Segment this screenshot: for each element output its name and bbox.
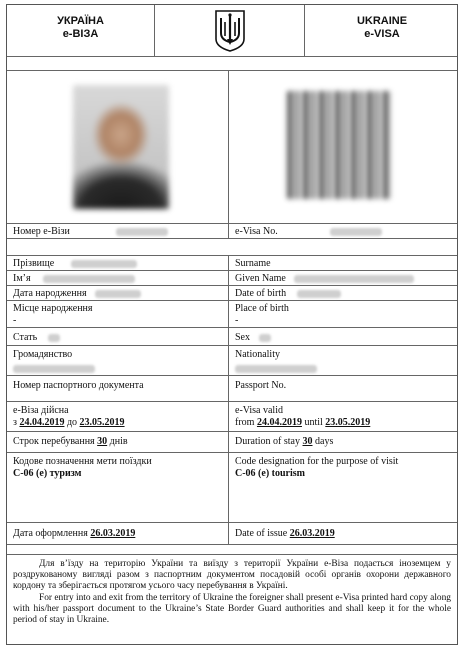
issue-date-ua: 26.03.2019	[90, 528, 136, 539]
valid-label-ua: е-Віза дійсна	[13, 405, 69, 416]
spacer-row	[7, 545, 457, 555]
redacted-value	[43, 275, 135, 283]
qr-code	[287, 91, 391, 199]
issue-date-en: 26.03.2019	[289, 528, 335, 539]
redacted-value	[13, 365, 95, 373]
valid-period-ua	[13, 417, 228, 429]
header-english	[305, 5, 459, 56]
purpose-value-en: С-06 (е) tourism	[235, 468, 305, 479]
header-en-line2: e-VISA	[364, 28, 400, 40]
stay-days-ua: 30	[97, 436, 108, 447]
header-ua-line2: е-ВІЗА	[62, 28, 99, 40]
stay-unit-ua: днів	[109, 436, 128, 447]
valid-to-date-en: 23.05.2019	[325, 417, 371, 428]
dob-label-en: Date of birth	[235, 288, 287, 299]
given-label-en: Given Name	[235, 273, 286, 284]
nat-label-ua: Громадянство	[13, 349, 73, 360]
entry-note	[7, 555, 457, 646]
sex-label-ua: Стать	[13, 332, 38, 343]
header-row	[7, 5, 457, 57]
header-ua-line1: УКРАЇНА	[57, 15, 104, 27]
sex-label-en: Sex	[235, 332, 250, 343]
given-label-ua: Ім’я	[13, 273, 31, 284]
visa-no-label-en: e-Visa No.	[235, 226, 278, 237]
passport-row	[7, 376, 457, 402]
passport-label-en: Passport No.	[235, 380, 287, 391]
stay-label-en: Duration of stay	[235, 436, 300, 447]
valid-period-en	[235, 417, 459, 429]
dob-row	[7, 286, 457, 301]
spacer-row	[7, 57, 457, 71]
pob-label-ua: Місце народження	[13, 303, 93, 314]
redacted-value	[294, 275, 414, 283]
redacted-value	[330, 228, 382, 236]
valid-label-en: e-Visa valid	[235, 405, 283, 416]
passport-label-ua: Номер паспортного документа	[13, 380, 144, 391]
issue-label-en: Date of issue	[235, 528, 288, 539]
valid-from-prefix-en: from	[235, 417, 255, 428]
dob-label-ua: Дата народження	[13, 288, 87, 299]
pob-row	[7, 301, 457, 328]
e-visa-document	[6, 4, 458, 645]
stay-unit-en: days	[315, 436, 334, 447]
visa-no-label-ua: Номер е-Візи	[13, 226, 70, 237]
purpose-value-ua: С-06 (е) туризм	[13, 468, 82, 479]
purpose-label-ua: Кодове позначення мети поїздки	[13, 456, 152, 467]
stay-row	[7, 432, 457, 453]
pob-label-en: Place of birth	[235, 303, 289, 314]
redacted-value	[116, 228, 168, 236]
header-en-line1: UKRAINE	[356, 15, 408, 27]
redacted-value	[95, 290, 141, 298]
validity-row	[7, 402, 457, 432]
note-ukrainian: Для в’їзду на територію України та виїзду з території України е-Віза подається іноземцем у роздрукованому вигляді разом з паспортним документом посадовій особі органів охорони державного кордону та зберігається протягом усього часу перебування в Україні.	[13, 559, 451, 592]
pob-value-ua: -	[13, 315, 17, 326]
surname-label-en: Surname	[235, 258, 271, 269]
note-english: For entry into and exit from the territory of Ukraine the foreigner shall present e-Visa printed hard copy along with his/her passport document to the Ukraine’s State Border Guard authorities and shall keep it for the whole period of stay in Ukraine.	[13, 592, 451, 626]
photo-cell	[7, 71, 229, 223]
valid-to-prefix-en: until	[304, 417, 323, 428]
pob-value-en: -	[235, 315, 239, 326]
photo-row	[7, 71, 457, 224]
issue-label-ua: Дата оформлення	[13, 528, 88, 539]
surname-label-ua: Прізвище	[13, 258, 55, 269]
surname-row	[7, 256, 457, 271]
redacted-value	[259, 334, 271, 342]
valid-from-prefix-ua: з	[13, 417, 17, 428]
nat-label-en: Nationality	[235, 349, 280, 360]
redacted-value	[48, 334, 60, 342]
valid-to-prefix-ua: до	[66, 417, 78, 428]
purpose-label-en: Code designation for the purpose of visit	[235, 456, 399, 467]
qr-cell	[229, 71, 459, 223]
redacted-value	[71, 260, 137, 268]
issue-row	[7, 523, 457, 545]
redacted-value	[297, 290, 341, 298]
stay-label-ua: Строк перебування	[13, 436, 95, 447]
holder-photo	[73, 85, 169, 209]
visa-number-row	[7, 224, 457, 239]
valid-to-date-ua: 23.05.2019	[79, 417, 125, 428]
redacted-value	[235, 365, 317, 373]
purpose-row	[7, 453, 457, 523]
valid-from-date-ua: 24.04.2019	[19, 417, 65, 428]
nationality-row	[7, 346, 457, 376]
given-name-row	[7, 271, 457, 286]
header-ukrainian	[7, 5, 155, 56]
stay-days-en: 30	[302, 436, 313, 447]
spacer-row	[7, 239, 457, 256]
trident-emblem-icon	[213, 9, 247, 53]
emblem-cell	[155, 5, 305, 56]
valid-from-date-en: 24.04.2019	[256, 417, 302, 428]
sex-row	[7, 328, 457, 346]
